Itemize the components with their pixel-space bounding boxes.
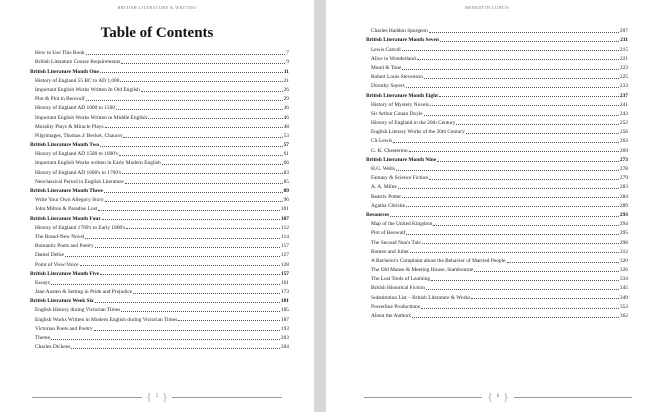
toc-entry[interactable] (30, 341, 289, 350)
dot-leader (402, 197, 619, 198)
toc-page-number: 320 (619, 257, 628, 264)
toc-page-number: 263 (619, 138, 628, 145)
toc-entry[interactable] (30, 121, 289, 130)
toc-page-number: 36 (283, 105, 289, 112)
toc-entry[interactable] (30, 166, 289, 175)
toc-page-number: 117 (281, 243, 289, 250)
toc-page-number: 114 (281, 233, 289, 240)
toc-page-number: 48 (283, 123, 289, 130)
toc-entry-title: How to Use This Book (35, 50, 85, 57)
toc-page-number: 57 (283, 142, 289, 149)
toc-page-number: 203 (280, 335, 289, 341)
toc-page-number: 215 (619, 46, 628, 53)
toc-entry[interactable] (30, 231, 289, 240)
toc-page-number: 89 (283, 188, 289, 194)
toc-page-number: 193 (280, 325, 289, 332)
dot-leader (433, 225, 619, 226)
toc-entry-title: Robert Louis Stevenson (371, 74, 423, 81)
toc-page-number: 326 (619, 267, 628, 274)
toc-page-number: 26 (283, 86, 289, 93)
toc-entry[interactable] (366, 246, 628, 255)
toc-entry-title: British Literature Month Five (30, 270, 100, 277)
toc-entry-title: Resources (366, 211, 390, 218)
toc-section-heading[interactable] (30, 65, 289, 74)
toc-entry[interactable] (30, 304, 289, 313)
toc-entry[interactable] (30, 258, 289, 267)
toc-list-left (30, 47, 289, 350)
toc-entry-title: Fantasy & Science Fiction (371, 175, 429, 182)
footer-rule-left (364, 397, 482, 398)
toc-page-number: 283 (619, 184, 628, 191)
dot-leader (94, 330, 280, 331)
dot-leader (126, 228, 280, 229)
toc-section-heading[interactable] (30, 268, 289, 277)
toc-entry-title: British Literature Month Four (30, 215, 101, 222)
toc-page-number: 289 (619, 202, 628, 209)
dot-leader (426, 289, 619, 290)
toc-entry-title: Powerline Productions (371, 303, 420, 310)
toc-page-number: 237 (619, 92, 628, 99)
toc-page-number: 85 (283, 178, 289, 185)
toc-entry-title: Dorothy Sayers (371, 83, 405, 90)
dot-leader (424, 78, 619, 79)
toc-page-number: 11 (283, 68, 289, 75)
toc-entry-title: Essays (35, 279, 50, 286)
dot-leader (133, 293, 280, 294)
toc-entry-title: G. K. Chesterton (371, 147, 408, 154)
toc-page-number: 362 (619, 313, 628, 319)
toc-entry-title: English Works Written in Modern English during Victorian Times (35, 316, 178, 323)
toc-entry-title: British Literature Month Seven (366, 37, 439, 44)
toc-entry[interactable] (366, 227, 628, 236)
toc-entry[interactable] (366, 218, 628, 227)
toc-page-number: 241 (619, 101, 628, 108)
toc-entry[interactable] (30, 313, 289, 322)
toc-page-number: 185 (280, 307, 289, 314)
toc-entry-title: English History during Victorian Times (35, 307, 121, 314)
toc-entry-title: Write Your Own Allegory Story (35, 197, 104, 204)
toc-entry-title: Jane Austen & Setting in Pride and Prejudice (35, 289, 133, 296)
toc-page-number: 221 (619, 55, 628, 62)
toc-page-number: 293 (619, 211, 628, 218)
toc-page-number: 243 (619, 110, 628, 117)
toc-page-number: 298 (619, 239, 628, 246)
dot-leader (398, 188, 619, 189)
toc-entry-title: British Literature Month One (30, 68, 99, 75)
dot-leader (141, 91, 283, 92)
dot-leader (104, 192, 283, 193)
toc-entry[interactable] (30, 75, 289, 84)
dot-leader (393, 142, 619, 143)
toc-page-number: 101 (280, 206, 289, 213)
toc-entry-title: Plot of Beowulf (371, 230, 406, 237)
toc-entry-title: Charles Dickens (35, 344, 71, 351)
toc-entry[interactable] (366, 62, 628, 71)
toc-section-heading[interactable] (366, 209, 628, 218)
dot-leader (430, 105, 619, 106)
toc-entry-title: Theme (35, 335, 50, 341)
dot-leader (437, 161, 619, 162)
dot-leader (86, 100, 283, 101)
toc-entry[interactable] (366, 190, 628, 199)
toc-entry[interactable] (30, 130, 289, 139)
page-title: Table of Contents (100, 25, 214, 41)
footer-rule-left (32, 397, 142, 398)
toc-entry[interactable] (366, 25, 628, 34)
dot-leader (162, 164, 283, 165)
toc-entry[interactable] (366, 144, 628, 153)
dot-leader (95, 302, 280, 303)
dot-leader (429, 32, 619, 33)
toc-entry[interactable] (366, 108, 628, 117)
toc-page-number: 107 (280, 215, 289, 222)
toc-entry-title: British Literature Month Nine (366, 156, 437, 163)
toc-entry[interactable] (30, 84, 289, 93)
dot-leader (121, 311, 280, 312)
toc-entry[interactable] (366, 53, 628, 62)
toc-page-number: 284 (619, 193, 628, 200)
dot-leader (422, 243, 619, 244)
toc-section-heading[interactable] (30, 185, 289, 194)
toc-entry[interactable] (30, 47, 289, 56)
running-header: MEREDITH CURTIS (464, 5, 510, 10)
toc-entry-title: Important English Works Written in Middle English (35, 114, 148, 121)
toc-entry[interactable] (30, 222, 289, 231)
toc-page-number: 204 (280, 344, 289, 351)
toc-entry-title: H.G. Wells (371, 166, 395, 172)
toc-entry-title: Agatha Christie (371, 202, 405, 209)
dot-leader (466, 133, 619, 134)
toc-page-number: 269 (619, 147, 628, 154)
toc-entry[interactable] (30, 240, 289, 249)
toc-entry-title: Point of View/Voice (35, 261, 79, 268)
toc-entry-title: Romeo and Juliet (371, 248, 409, 255)
dot-leader (120, 81, 282, 82)
dot-leader (406, 87, 619, 88)
toc-page-number: 66 (283, 160, 289, 167)
toc-entry-title: British Literature Course Requirements (35, 59, 121, 66)
toc-page-number: 256 (619, 129, 628, 136)
toc-entry[interactable] (30, 194, 289, 203)
dot-leader (402, 69, 619, 70)
toc-page-number: 334 (619, 276, 628, 283)
toc-page-number: 46 (283, 114, 289, 121)
dot-leader (148, 118, 283, 119)
toc-entry[interactable] (30, 277, 289, 286)
toc-page-number: 211 (620, 37, 628, 44)
toc-page-number: 83 (283, 169, 289, 176)
toc-entry[interactable] (366, 282, 628, 291)
toc-page-number: 252 (619, 120, 628, 127)
toc-section-heading[interactable] (366, 89, 628, 98)
toc-page-number: 112 (281, 224, 289, 231)
toc-entry[interactable] (30, 157, 289, 166)
toc-entry[interactable] (30, 111, 289, 120)
toc-entry-title: Sir Arthur Conan Doyle (371, 110, 423, 117)
toc-entry-title: History of England 55 BC to AD 1,000 (35, 77, 120, 84)
toc-entry[interactable] (366, 71, 628, 80)
toc-entry[interactable] (366, 236, 628, 245)
toc-page-number: 21 (283, 77, 289, 84)
toc-entry-title: Substitution List – British Literature & Works (371, 294, 471, 301)
dot-leader (100, 146, 283, 147)
dot-leader (390, 216, 619, 217)
toc-entry[interactable] (30, 148, 289, 157)
toc-entry[interactable] (366, 117, 628, 126)
dot-leader (122, 173, 283, 174)
toc-entry-title: The Lost Tools of Learning (371, 276, 431, 283)
toc-entry[interactable] (366, 273, 628, 282)
toc-page-number: 53 (283, 132, 289, 139)
dot-leader (86, 54, 286, 55)
toc-entry-title: Neoclassical Period in English Literature (35, 178, 124, 185)
toc-entry-title: Victorian Poets and Poetry (35, 325, 93, 332)
toc-page-number: 181 (280, 298, 289, 305)
dot-leader (421, 308, 619, 309)
toc-page-number: 223 (619, 64, 628, 71)
toc-entry[interactable] (366, 80, 628, 89)
running-header: BRITISH LITERATURE & WRITING (117, 5, 197, 10)
toc-entry-title: Map of the United Kingdom (371, 221, 433, 228)
toc-entry-title: English Literary Works of the 20th Century (371, 129, 465, 136)
toc-entry[interactable] (30, 323, 289, 332)
dot-leader (65, 256, 280, 257)
left-page (0, 0, 314, 412)
toc-entry-title: Pilgrimages, Thomas á' Becket, Chaucer (35, 132, 123, 139)
toc-entry-title: British Historical Fiction (371, 285, 425, 292)
toc-entry-title: Romantic Poets and Poetry (35, 243, 94, 250)
toc-entry[interactable] (366, 163, 628, 172)
dot-leader (406, 234, 618, 235)
toc-entry[interactable] (366, 172, 628, 181)
toc-page-number: 294 (619, 221, 628, 228)
toc-page-number: 295 (619, 230, 628, 237)
toc-entry[interactable] (30, 93, 289, 102)
page-number: { 5 } (146, 391, 168, 403)
toc-entry[interactable] (366, 200, 628, 209)
toc-page-number: 225 (619, 74, 628, 81)
toc-page-number: 161 (280, 279, 289, 286)
dot-leader (178, 320, 280, 321)
dot-leader (396, 170, 619, 171)
toc-entry[interactable] (366, 301, 628, 310)
toc-page-number: 207 (619, 28, 628, 35)
toc-entry-title: Important English Works Written In Old English (35, 86, 140, 93)
toc-entry-title: Charles Haddon Spurgeon (371, 28, 428, 35)
dot-leader (412, 317, 619, 318)
dot-leader (429, 179, 619, 180)
dot-leader (116, 109, 283, 110)
toc-entry[interactable] (366, 255, 628, 264)
toc-page-number: 273 (619, 156, 628, 163)
dot-leader (474, 271, 619, 272)
toc-page-number: 61 (283, 151, 289, 158)
dot-leader (98, 210, 280, 211)
dot-leader (123, 137, 282, 138)
toc-entry-title: CS Lewis (371, 138, 393, 145)
toc-entry-title: Mood & Tone (371, 64, 402, 71)
dot-leader (409, 151, 619, 152)
toc-entry-title: History of England AD 1000 to 1500 (35, 105, 115, 112)
toc-entry[interactable] (366, 126, 628, 135)
toc-entry[interactable] (30, 332, 289, 341)
toc-section-heading[interactable] (366, 154, 628, 163)
dot-leader (456, 124, 618, 125)
toc-page-number: 128 (280, 261, 289, 268)
toc-page-number: 9 (286, 59, 289, 66)
dot-leader (440, 41, 619, 42)
dot-leader (100, 274, 280, 275)
dot-leader (102, 219, 280, 220)
toc-entry-title: John Milton & Paradise Lost (35, 206, 98, 213)
toc-entry-title: Lewis Carroll (371, 46, 401, 53)
dot-leader (406, 206, 619, 207)
toc-page-number: 353 (619, 303, 628, 310)
toc-entry-title: Daniel Defoe (35, 252, 64, 259)
toc-entry-title: History of England AD 1600's to 1700's (35, 169, 122, 176)
dot-leader (410, 252, 619, 253)
toc-entry-title: Beatrix Potter (371, 193, 402, 200)
toc-page-number: 173 (280, 289, 289, 296)
toc-page-number: 96 (283, 197, 289, 204)
toc-entry[interactable] (366, 43, 628, 52)
toc-page-number: 29 (283, 96, 289, 103)
toc-entry-title: A. A. Milne (371, 184, 397, 191)
toc-entry-title: Alice in Wonderland (371, 55, 416, 62)
dot-leader (119, 155, 283, 156)
toc-section-heading[interactable] (366, 34, 628, 43)
toc-entry-title: A Bachelor's Complaint about the Behavior of Married People (371, 257, 506, 264)
toc-entry[interactable] (30, 249, 289, 258)
dot-leader (417, 59, 619, 60)
toc-entry[interactable] (30, 286, 289, 295)
toc-page-number: 349 (619, 294, 628, 301)
dot-leader (105, 127, 283, 128)
toc-page-number: 345 (619, 285, 628, 292)
dot-leader (424, 115, 619, 116)
toc-entry-title: Important English Works written in Early Modern English (35, 160, 161, 167)
dot-leader (100, 72, 283, 73)
toc-entry[interactable] (30, 203, 289, 212)
dot-leader (95, 247, 281, 248)
dot-leader (71, 348, 279, 349)
toc-entry[interactable] (30, 102, 289, 111)
toc-entry-title: British Literature Week Six (30, 298, 94, 305)
dot-leader (51, 284, 280, 285)
right-page (326, 0, 648, 412)
toc-page-number: 233 (619, 83, 628, 90)
page-footer (0, 390, 314, 404)
toc-entry-title: History of England AD 1500 to 1600's (35, 151, 119, 158)
toc-entry-title: About the Authors (371, 313, 411, 319)
toc-entry-title: Plot & Plot in Beowulf (35, 96, 85, 103)
toc-page-number: 187 (280, 316, 289, 323)
toc-entry-title: The Brand-New Novel (35, 233, 85, 240)
toc-entry[interactable] (366, 291, 628, 300)
dot-leader (431, 280, 619, 281)
toc-entry[interactable] (30, 56, 289, 65)
toc-entry-title: History of England 1700's to Early 1800's (35, 224, 126, 231)
toc-entry-title: Morality Plays & Miracle Plays (35, 123, 104, 130)
dot-leader (80, 265, 280, 266)
toc-entry-title: British Literature Month Eight (366, 92, 438, 99)
toc-entry[interactable] (30, 176, 289, 185)
toc-list-right (366, 25, 628, 319)
dot-leader (471, 298, 619, 299)
footer-rule-right (514, 397, 632, 398)
dot-leader (105, 201, 283, 202)
toc-section-heading[interactable] (30, 139, 289, 148)
toc-page-number: 312 (619, 248, 628, 255)
page-number: { 6 } (487, 391, 509, 403)
toc-entry[interactable] (366, 181, 628, 190)
toc-entry-title: History of Mystery Novels (371, 101, 429, 108)
toc-page-number: 7 (286, 50, 289, 57)
toc-entry-title: British Literature Month Two (30, 142, 100, 149)
toc-entry[interactable] (366, 135, 628, 144)
dot-leader (121, 63, 285, 64)
page-gap (314, 0, 326, 412)
toc-entry[interactable] (366, 264, 628, 273)
toc-entry-title: History of England in the 20th Century (371, 120, 456, 127)
toc-page-number: 157 (280, 270, 289, 277)
dot-leader (402, 50, 619, 51)
toc-entry-title: The Old Manse & Meeting House, Stambourne (371, 267, 474, 274)
toc-entry[interactable] (366, 310, 628, 319)
toc-page-number: 278 (619, 166, 628, 172)
toc-page-number: 279 (619, 175, 628, 182)
footer-rule-right (172, 397, 282, 398)
dot-leader (125, 183, 283, 184)
dot-leader (85, 238, 280, 239)
toc-entry[interactable] (366, 99, 628, 108)
toc-page-number: 127 (280, 252, 289, 259)
toc-entry-title: British Literature Month Three (30, 188, 103, 194)
toc-entry-title: The Second Nun's Tale (371, 239, 421, 246)
dot-leader (507, 262, 619, 263)
toc-section-heading[interactable] (30, 212, 289, 221)
page-footer (326, 390, 648, 404)
dot-leader (51, 339, 280, 340)
toc-section-heading[interactable] (30, 295, 289, 304)
dot-leader (439, 96, 619, 97)
